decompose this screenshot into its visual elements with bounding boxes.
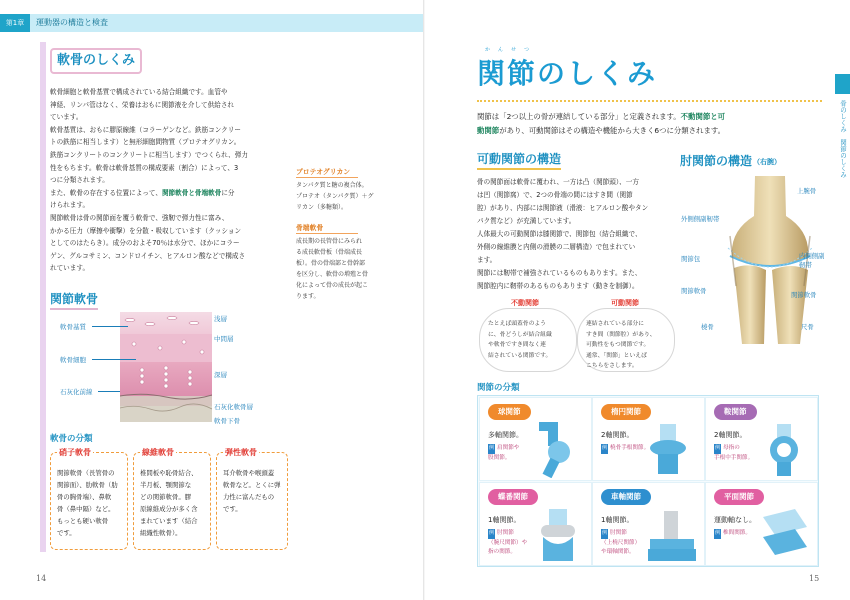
joint-name-pill: 球関節 [488,404,531,420]
text-span: があり、可動関節はその構造や機能から大きく6つに分類されます。 [499,126,726,135]
cartilage-section-title: 軟骨のしくみ [50,48,142,74]
highlight-text: 不動関節と可 [680,112,726,121]
text-line: は凹（関節窩）で、2つの骨端の間にはすき間（関節 [477,191,633,199]
joint-name-pill: 楕円関節 [601,404,651,420]
label-medial-ligament: 内側側副 靭帯 [799,252,825,269]
articular-cartilage-diagram [120,312,212,422]
text-line: かかる圧力（摩擦や衝撃）を分散・吸収しています（クッション [50,226,242,235]
joint-axis: 運動軸なし。 [714,516,756,524]
joint-card-plane [705,482,818,566]
chapter-tab: 第1章 [0,14,30,32]
joint-examples [601,529,651,558]
note-title-epiphyseal: 骨端軟骨 [296,224,324,232]
joint-name-pill: 鞍関節 [714,404,757,420]
hinge-joint-icon [533,507,585,563]
type-line: 力性に富んだもの [223,493,275,501]
joint-examples [488,444,538,463]
highlight-text: 関節軟骨と骨端軟骨 [161,188,222,197]
leader-line [98,391,120,392]
text-span: に分 [221,188,235,197]
joint-examples [714,529,764,539]
joint-name-pill: 平面関節 [714,489,764,505]
example-mark: 例 [601,529,608,539]
type-line: です。 [57,529,76,537]
example-text: や環軸関節。 [601,549,635,555]
note-text-epiphyseal [296,236,376,302]
text-line: 関節軟骨は骨の関節面を覆う軟骨で、強靭で弾力性に富み、 [50,213,229,222]
example-text: 指の関節。 [488,549,516,555]
joint-axis: 2軸関節。 [601,431,634,439]
note-line-text: 成長期の長管骨にみられ [296,238,363,245]
type-line: 骨（鼻中隔）など。 [57,505,115,513]
page-title: 関節のしくみ [477,57,658,90]
text-line: としてのはたらき）。成分のおよそ70％は水分で、ほかにコラー [50,239,240,248]
example-mark: 例 [601,444,608,454]
side-index-text: 骨のしくみ 関節のしくみ [839,100,847,178]
label-tidemark: 石灰化前線 [60,388,93,396]
example-text: 橈骨手根関節。 [610,445,650,451]
pivot-joint-icon [646,507,698,563]
joint-axis: 2軸関節。 [714,431,747,439]
text-line [477,124,822,138]
side-index-tab [835,74,850,94]
type-line: まれています（結合 [140,517,198,525]
text-line: 腔）があり、内部には関節液（滑液：ヒアルロン酸やタン [477,204,649,212]
note-line-text: 化によって骨の成長が起こ [296,282,369,289]
text-line: トの鉄筋に相当します）と無形細胞間物質（プロテオグリカン。 [50,138,241,147]
bubble-line: すき間（関節腔）があり、 [586,331,656,338]
label-humerus: 上腕骨 [797,187,817,195]
leader-line [92,326,128,327]
label-subchondral-bone: 軟骨下骨 [214,417,240,425]
note-line-text: リカン（多糖類）。 [296,204,347,211]
text-line: 人体最大の可動関節は膝関節で、関節包（結合組織で、 [477,230,642,238]
bubble-line: 連結されている部分に [586,321,644,327]
elbow-joint-title: 肘関節の構造 [680,154,753,168]
joint-card-pivot [592,482,705,566]
bubble-line: や軟骨ですき間なく連 [488,342,546,348]
note-line-text: る成長軟骨板（骨端成長 [296,249,363,256]
type-box-elastic [216,448,288,550]
movable-joint-bubble [577,308,675,372]
joint-examples [601,444,651,454]
text-line: 関節腔内に靭帯のあるものもあります（動きを制御）。 [477,282,639,290]
text-line: ゲン、グルコサミン、コンドロイチン、ヒアルロン酸などで構成さ [50,251,246,260]
type-line: 組織性軟骨）。 [140,529,182,537]
type-line: 関節面）、肋軟骨（肋 [57,481,118,489]
type-title: 線維軟骨 [142,448,174,457]
note-divider [296,233,358,234]
text-line: れています。 [50,264,90,273]
ellipsoid-joint-icon [646,422,698,478]
joint-intro [477,110,822,138]
note-divider [296,177,358,178]
type-box-hyaline [50,448,128,550]
example-text: 椎間関節。 [723,530,751,536]
text-span: 関節は「2つ以上の骨が連結している部分」と定義されます。 [477,112,681,121]
title-dotted-rule [477,100,822,102]
immovable-joint-title: 不動関節 [511,299,539,307]
joint-axis: 1軸関節。 [601,516,634,524]
text-line: 骨の関節面は軟骨に覆われ、一方は凸（関節頭）、一方 [477,178,639,186]
page-number-left: 14 [36,574,47,583]
type-line: 軟骨など。とくに弾 [223,481,281,489]
text-line: 関節には靭帯で補強されているものもあります。また、 [477,269,642,277]
type-title: 硝子軟骨 [59,448,91,457]
label-articular-cartilage-2: 関節軟骨 [791,291,817,299]
example-text: 肘関節 [610,530,627,536]
bubble-line: こちらをさします。 [586,363,638,369]
text-line [50,187,280,200]
saddle-joint-icon [759,422,811,478]
text-span: また、軟骨の存在する位置によって、 [50,188,162,197]
articular-cartilage-title: 関節軟骨 [50,290,98,310]
text-line: 軟骨細胞と軟骨基質で構成されている結合組織です。血管や [50,88,228,96]
note-line-text: プロテオ（タンパク質）＋グ [296,193,374,200]
example-text: 肩関節や [497,445,520,451]
joint-name-pill: 車軸関節 [601,489,651,505]
joint-axis: 1軸関節。 [488,516,521,524]
example-mark: 例 [714,529,721,539]
type-line: 骨の胸骨端）、鼻軟 [57,493,112,501]
example-mark: 例 [488,529,495,539]
example-mark: 例 [488,444,495,454]
type-line: 関節軟骨（長管骨の [57,469,115,477]
cartilage-types-title: 軟骨の分類 [50,434,93,444]
text-line: パク質など）が充満しています。 [477,217,576,225]
label-joint-capsule: 関節包 [681,255,701,263]
cartilage-cells-art [120,312,212,422]
note-line-text: を区分し、軟骨の増殖と骨 [296,271,369,278]
movable-joint-structure-title: 可動関節の構造 [477,150,561,170]
type-line: 半月板、顎関節な [140,481,192,489]
bubble-line: 可動性をもつ関節です。 [586,342,650,348]
type-line: 原線維成分が多く含 [140,505,198,513]
note-text-proteoglycan [296,180,376,213]
text-line: ます。 [477,256,497,264]
bubble-line: たとえば頭蓋骨のよう [488,321,546,327]
note-line-text: ります。 [296,293,320,300]
label-chondrocyte: 軟骨細胞 [60,356,86,364]
bubble-line: 通常、「関節」といえば [586,352,647,359]
type-box-fibro [133,448,211,550]
example-mark: 例 [714,444,721,454]
label-articular-cartilage: 関節軟骨 [681,287,707,295]
label-superficial-layer: 浅層 [214,315,227,323]
left-accent-strip [40,42,46,552]
movable-joint-title: 可動関節 [611,299,639,307]
text-line: けられます。 [50,201,90,210]
joint-classification-grid [477,395,819,567]
example-text: （上橈尺関節） [601,539,641,546]
joint-card-hinge [479,482,592,566]
text-line: 外側の線維膜と内側の滑膜の二層構造）で包まれてい [477,243,636,251]
highlight-text: 動関節 [477,126,500,135]
label-ulna: 尺骨 [801,323,814,331]
type-line: です。 [223,505,242,513]
example-text: （腕尺関節）や [488,539,528,546]
title-ruby: かんせつ [485,47,538,53]
joint-card-ball [479,397,592,481]
bubble-line: 結されている関節です。 [488,352,552,359]
label-middle-layer: 中間層 [214,335,234,343]
leader-line [92,359,136,360]
text-line: 神経、リンパ管はなく、栄養はおもに関節液を介して供給され [50,100,235,109]
text-line: 鉄筋コンクリートのコンクリートに相当します）でつくられ、弾力 [50,150,248,159]
text-line: 軟骨基質は、おもに膠原線維（コラーゲンなど。鉄筋コンクリー [50,125,241,134]
note-title-proteoglycan: プロテオグリカン [296,168,351,176]
text-line: つに分類されます。 [50,176,109,185]
joint-card-ellipsoid [592,397,705,481]
note-line-text: 板）。骨の骨端部と骨幹部 [296,260,366,267]
bubble-line: に、骨どうしが結合組織 [488,331,552,338]
label-calcified-layer: 石灰化軟骨層 [214,403,253,411]
joint-name-pill: 蝶番関節 [488,489,538,505]
type-line: 耳介軟骨や喉頭蓋 [223,469,275,477]
type-title: 弾性軟骨 [225,448,257,457]
type-line: 椎間板や恥骨結合、 [140,469,198,477]
cartilage-intro [50,86,280,275]
text-line: 性をもちます。軟骨は軟骨基質の構成要素（割合）によって、3 [50,163,239,172]
note-line-text: タンパク質と糖の複合体。 [296,182,368,189]
example-text: 肘関節 [497,530,514,536]
elbow-joint-subtitle: （右腕） [753,158,781,166]
label-lateral-ligament: 外側側副靭帯 [681,215,720,223]
text-line: ています。 [50,113,83,122]
joint-classification-title: 関節の分類 [477,383,520,393]
right-page [425,0,850,600]
joint-axis: 多軸関節。 [488,431,523,439]
page-number-right: 15 [809,574,820,583]
example-text: 股関節。 [488,454,511,461]
immovable-joint-bubble [479,308,577,372]
joint-card-saddle [705,397,818,481]
joint-examples [488,529,538,558]
label-radius: 橈骨 [701,323,714,331]
label-deep-layer: 深層 [214,371,227,379]
movable-joint-text [477,176,720,293]
plane-joint-icon [759,507,811,563]
type-line: もっとも硬い軟骨 [57,517,109,525]
ball-joint-icon [533,422,585,478]
joint-examples [714,444,764,463]
type-line: どの関節軟骨。膠 [140,493,192,501]
text-line [477,110,822,124]
example-text: 母指の [723,445,740,451]
example-text: 手根中手関節。 [714,454,754,461]
chapter-title-bar: 運動器の構造と検査 [30,14,425,32]
label-cartilage-matrix: 軟骨基質 [60,323,86,331]
